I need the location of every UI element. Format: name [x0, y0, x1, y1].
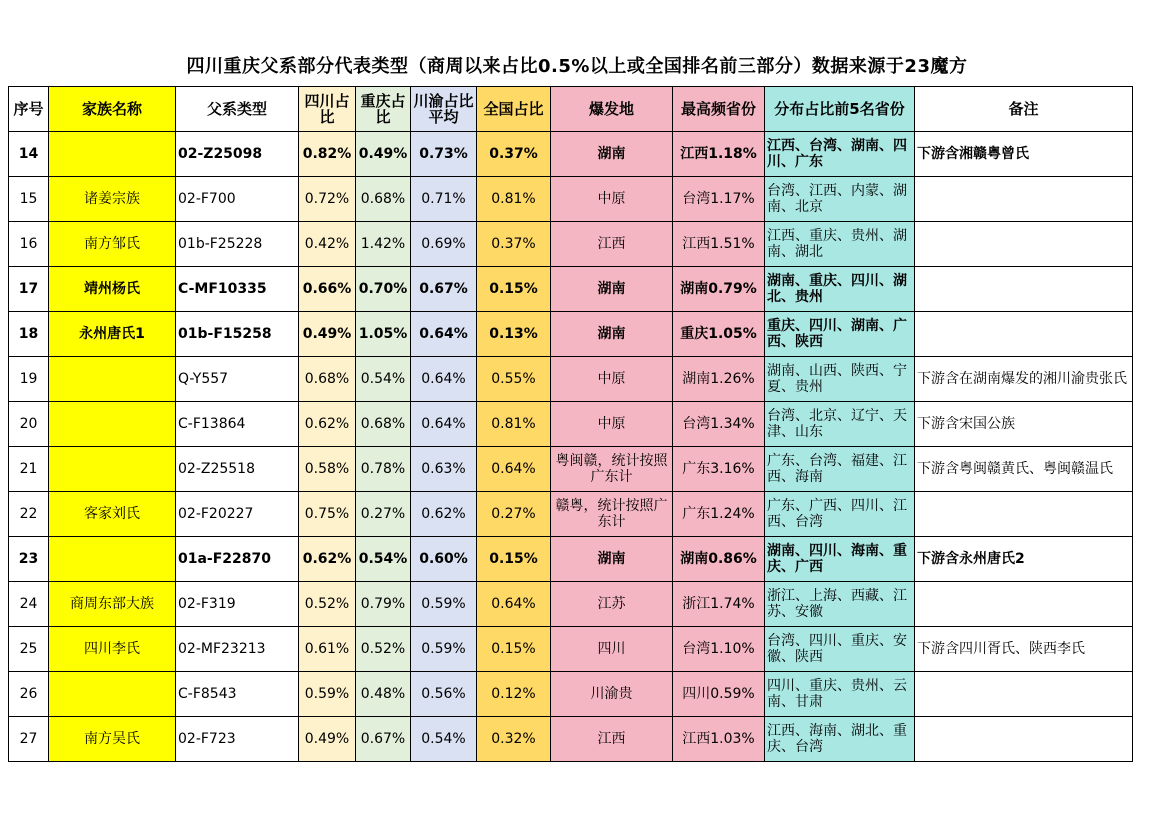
cell-top-province: 四川0.59%: [673, 672, 765, 717]
cell-note: 下游含永州唐氏2: [915, 537, 1133, 582]
cell-id: 25: [9, 627, 49, 672]
cell-sichuan: 0.68%: [299, 357, 356, 402]
cell-origin: 湖南: [551, 267, 673, 312]
cell-top-province: 湖南0.86%: [673, 537, 765, 582]
cell-sichuan: 0.59%: [299, 672, 356, 717]
cell-family: 四川李氏: [49, 627, 176, 672]
cell-top-province: 湖南0.79%: [673, 267, 765, 312]
cell-avg: 0.64%: [411, 357, 477, 402]
cell-type: 02-Z25518: [176, 447, 299, 492]
cell-top-province: 江西1.03%: [673, 717, 765, 762]
header-note: 备注: [915, 87, 1133, 132]
cell-id: 16: [9, 222, 49, 267]
table-row: [9, 132, 1133, 177]
cell-sichuan: 0.61%: [299, 627, 356, 672]
cell-sichuan: 0.82%: [299, 132, 356, 177]
cell-note: 下游含粤闽赣黄氏、粤闽赣温氏: [915, 447, 1133, 492]
cell-avg: 0.71%: [411, 177, 477, 222]
cell-origin: 中原: [551, 402, 673, 447]
cell-chongqing: 0.68%: [356, 177, 411, 222]
cell-national: 0.64%: [477, 582, 551, 627]
cell-national: 0.13%: [477, 312, 551, 357]
cell-avg: 0.59%: [411, 627, 477, 672]
cell-sichuan: 0.75%: [299, 492, 356, 537]
table-row: [9, 402, 1133, 447]
cell-family: 南方吴氏: [49, 717, 176, 762]
cell-top-province: 台湾1.10%: [673, 627, 765, 672]
header-top-province: 最高频省份: [673, 87, 765, 132]
cell-origin: 粤闽赣，统计按照广东计: [551, 447, 673, 492]
cell-sichuan: 0.72%: [299, 177, 356, 222]
cell-origin: 湖南: [551, 312, 673, 357]
cell-distribution: 湖南、山西、陕西、宁夏、贵州: [765, 357, 915, 402]
cell-national: 0.37%: [477, 132, 551, 177]
cell-national: 0.55%: [477, 357, 551, 402]
cell-note: [915, 177, 1133, 222]
cell-chongqing: 0.54%: [356, 357, 411, 402]
cell-family: [49, 537, 176, 582]
cell-family: [49, 402, 176, 447]
cell-type: 02-F700: [176, 177, 299, 222]
cell-distribution: 重庆、四川、湖南、广西、陕西: [765, 312, 915, 357]
cell-origin: 四川: [551, 627, 673, 672]
table-row: [9, 312, 1133, 357]
cell-note: 下游含宋国公族: [915, 402, 1133, 447]
data-table: [8, 86, 1133, 762]
cell-distribution: 台湾、江西、内蒙、湖南、北京: [765, 177, 915, 222]
cell-chongqing: 0.48%: [356, 672, 411, 717]
cell-chongqing: 0.68%: [356, 402, 411, 447]
cell-sichuan: 0.62%: [299, 402, 356, 447]
cell-national: 0.27%: [477, 492, 551, 537]
header-family: 家族名称: [49, 87, 176, 132]
cell-type: 02-F20227: [176, 492, 299, 537]
header-national: 全国占比: [477, 87, 551, 132]
cell-national: 0.64%: [477, 447, 551, 492]
cell-id: 26: [9, 672, 49, 717]
cell-id: 19: [9, 357, 49, 402]
cell-note: 下游含四川胥氏、陕西李氏: [915, 627, 1133, 672]
header-type: 父系类型: [176, 87, 299, 132]
cell-top-province: 浙江1.74%: [673, 582, 765, 627]
cell-type: 01b-F25228: [176, 222, 299, 267]
cell-distribution: 四川、重庆、贵州、云南、甘肃: [765, 672, 915, 717]
cell-national: 0.12%: [477, 672, 551, 717]
cell-avg: 0.69%: [411, 222, 477, 267]
header-id: 序号: [9, 87, 49, 132]
table-row: [9, 492, 1133, 537]
cell-origin: 中原: [551, 357, 673, 402]
cell-note: 下游含湘赣粤曾氏: [915, 132, 1133, 177]
header-avg: 川渝占比平均: [411, 87, 477, 132]
page-title: 四川重庆父系部分代表类型（商周以来占比0.5%以上或全国排名前三部分）数据来源于23魔方: [186, 56, 968, 77]
cell-family: [49, 447, 176, 492]
cell-note: [915, 312, 1133, 357]
cell-avg: 0.59%: [411, 582, 477, 627]
header-distribution: 分布占比前5名省份: [765, 87, 915, 132]
table-row: [9, 537, 1133, 582]
table-row: [9, 582, 1133, 627]
cell-type: 02-F723: [176, 717, 299, 762]
cell-note: [915, 222, 1133, 267]
header-origin: 爆发地: [551, 87, 673, 132]
cell-id: 21: [9, 447, 49, 492]
cell-avg: 0.64%: [411, 312, 477, 357]
cell-top-province: 江西1.51%: [673, 222, 765, 267]
cell-national: 0.81%: [477, 177, 551, 222]
table-row: [9, 672, 1133, 717]
cell-chongqing: 0.49%: [356, 132, 411, 177]
cell-origin: 江西: [551, 717, 673, 762]
cell-distribution: 广东、广西、四川、江西、台湾: [765, 492, 915, 537]
header-sichuan: 四川占比: [299, 87, 356, 132]
table-row: [9, 717, 1133, 762]
cell-family: [49, 672, 176, 717]
cell-sichuan: 0.58%: [299, 447, 356, 492]
cell-note: [915, 492, 1133, 537]
cell-chongqing: 0.52%: [356, 627, 411, 672]
table-row: [9, 222, 1133, 267]
cell-national: 0.15%: [477, 627, 551, 672]
cell-type: Q-Y557: [176, 357, 299, 402]
cell-type: 01a-F22870: [176, 537, 299, 582]
cell-origin: 湖南: [551, 537, 673, 582]
cell-chongqing: 0.78%: [356, 447, 411, 492]
cell-type: 01b-F15258: [176, 312, 299, 357]
header-row: [9, 87, 1133, 132]
cell-type: 02-MF23213: [176, 627, 299, 672]
cell-origin: 江苏: [551, 582, 673, 627]
cell-type: C-F13864: [176, 402, 299, 447]
cell-sichuan: 0.49%: [299, 312, 356, 357]
cell-type: C-F8543: [176, 672, 299, 717]
cell-avg: 0.67%: [411, 267, 477, 312]
cell-distribution: 台湾、四川、重庆、安徽、陕西: [765, 627, 915, 672]
cell-id: 22: [9, 492, 49, 537]
cell-avg: 0.54%: [411, 717, 477, 762]
table-row: [9, 177, 1133, 222]
cell-chongqing: 0.67%: [356, 717, 411, 762]
cell-origin: 中原: [551, 177, 673, 222]
table-row: [9, 267, 1133, 312]
cell-family: [49, 357, 176, 402]
cell-chongqing: 1.05%: [356, 312, 411, 357]
cell-note: [915, 582, 1133, 627]
cell-national: 0.37%: [477, 222, 551, 267]
cell-id: 15: [9, 177, 49, 222]
cell-family: 商周东部大族: [49, 582, 176, 627]
cell-avg: 0.64%: [411, 402, 477, 447]
cell-avg: 0.56%: [411, 672, 477, 717]
cell-family: [49, 132, 176, 177]
cell-family: 永州唐氏1: [49, 312, 176, 357]
cell-avg: 0.60%: [411, 537, 477, 582]
cell-chongqing: 0.79%: [356, 582, 411, 627]
cell-distribution: 广东、台湾、福建、江西、海南: [765, 447, 915, 492]
cell-top-province: 湖南1.26%: [673, 357, 765, 402]
cell-family: 南方邹氏: [49, 222, 176, 267]
cell-national: 0.81%: [477, 402, 551, 447]
cell-distribution: 浙江、上海、西藏、江苏、安徽: [765, 582, 915, 627]
cell-top-province: 重庆1.05%: [673, 312, 765, 357]
cell-sichuan: 0.49%: [299, 717, 356, 762]
table-row: [9, 357, 1133, 402]
cell-national: 0.15%: [477, 267, 551, 312]
cell-top-province: 台湾1.17%: [673, 177, 765, 222]
cell-avg: 0.73%: [411, 132, 477, 177]
cell-distribution: 江西、海南、湖北、重庆、台湾: [765, 717, 915, 762]
cell-distribution: 台湾、北京、辽宁、天津、山东: [765, 402, 915, 447]
cell-family: 诸姜宗族: [49, 177, 176, 222]
cell-sichuan: 0.62%: [299, 537, 356, 582]
cell-id: 27: [9, 717, 49, 762]
cell-note: [915, 717, 1133, 762]
cell-sichuan: 0.52%: [299, 582, 356, 627]
cell-chongqing: 1.42%: [356, 222, 411, 267]
cell-top-province: 江西1.18%: [673, 132, 765, 177]
cell-avg: 0.63%: [411, 447, 477, 492]
cell-type: 02-F319: [176, 582, 299, 627]
cell-id: 24: [9, 582, 49, 627]
cell-family: 靖州杨氏: [49, 267, 176, 312]
cell-id: 23: [9, 537, 49, 582]
cell-id: 14: [9, 132, 49, 177]
cell-distribution: 江西、重庆、贵州、湖南、湖北: [765, 222, 915, 267]
cell-distribution: 湖南、四川、海南、重庆、广西: [765, 537, 915, 582]
cell-origin: 湖南: [551, 132, 673, 177]
cell-distribution: 湖南、重庆、四川、湖北、贵州: [765, 267, 915, 312]
cell-sichuan: 0.42%: [299, 222, 356, 267]
cell-chongqing: 0.54%: [356, 537, 411, 582]
cell-avg: 0.62%: [411, 492, 477, 537]
cell-note: [915, 267, 1133, 312]
table-row: [9, 447, 1133, 492]
cell-id: 17: [9, 267, 49, 312]
cell-origin: 江西: [551, 222, 673, 267]
header-chongqing: 重庆占比: [356, 87, 411, 132]
cell-id: 20: [9, 402, 49, 447]
cell-origin: 赣粤，统计按照广东计: [551, 492, 673, 537]
cell-id: 18: [9, 312, 49, 357]
cell-chongqing: 0.27%: [356, 492, 411, 537]
cell-distribution: 江西、台湾、湖南、四川、广东: [765, 132, 915, 177]
cell-type: C-MF10335: [176, 267, 299, 312]
table-row: [9, 627, 1133, 672]
cell-family: 客家刘氏: [49, 492, 176, 537]
cell-chongqing: 0.70%: [356, 267, 411, 312]
cell-note: 下游含在湖南爆发的湘川渝贵张氏: [915, 357, 1133, 402]
cell-top-province: 广东1.24%: [673, 492, 765, 537]
cell-top-province: 广东3.16%: [673, 447, 765, 492]
cell-origin: 川渝贵: [551, 672, 673, 717]
cell-type: 02-Z25098: [176, 132, 299, 177]
cell-top-province: 台湾1.34%: [673, 402, 765, 447]
cell-national: 0.15%: [477, 537, 551, 582]
cell-note: [915, 672, 1133, 717]
cell-national: 0.32%: [477, 717, 551, 762]
cell-sichuan: 0.66%: [299, 267, 356, 312]
